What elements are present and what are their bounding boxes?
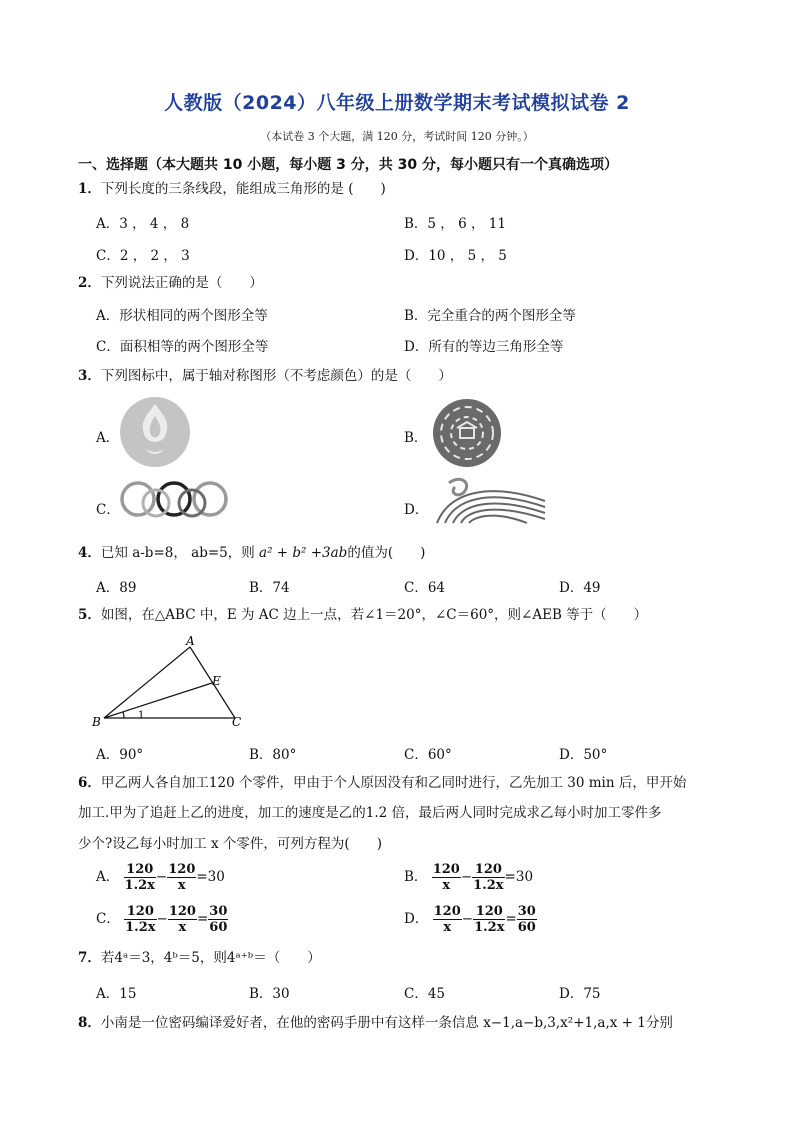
question-text: 已知 a-b=8， ab=5，则 — [100, 545, 260, 561]
denominator: x — [178, 920, 187, 935]
option-c: C．64 — [404, 580, 446, 596]
question-number: 8． — [78, 1015, 101, 1031]
question-text: 下列图标中，属于轴对称图形（不考虑颜色）的是（ ） — [100, 368, 452, 384]
fraction — [208, 904, 228, 935]
fraction — [168, 904, 197, 935]
option-c: C．2 ， 2 ， 3 — [96, 248, 190, 264]
option-b: B． — [404, 430, 428, 446]
numerator: 120 — [124, 862, 156, 878]
minus-sign: − — [156, 911, 168, 927]
option-b: B．74 — [249, 580, 290, 596]
math-expression: a² + b² +3ab — [259, 545, 348, 561]
wave-arch-emblem-icon — [427, 475, 547, 525]
question-number: 4． — [78, 545, 101, 561]
fraction — [167, 862, 196, 893]
option-d — [404, 904, 537, 935]
option-c — [96, 904, 228, 935]
question-5 — [78, 602, 647, 628]
question-6 — [78, 770, 686, 796]
option-d: D．49 — [559, 580, 601, 596]
option-d: D．所有的等边三角形全等 — [404, 339, 564, 355]
question-number: 1． — [78, 181, 101, 197]
option-a: A．15 — [96, 986, 137, 1002]
question-number: 7． — [78, 950, 101, 966]
fraction — [472, 862, 504, 893]
vertex-label-a: A — [186, 634, 195, 648]
option-c: C．面积相等的两个图形全等 — [96, 339, 269, 355]
denominator: 1.2x — [125, 920, 156, 935]
option-d: D．10 ， 5 ， 5 — [404, 248, 507, 264]
denominator: 60 — [517, 920, 536, 935]
fraction — [473, 904, 505, 935]
option-letter: A． — [96, 869, 120, 885]
numerator: 120 — [168, 904, 196, 919]
vertex-label-b: B — [92, 715, 101, 729]
five-rings-icon — [118, 479, 230, 519]
question-text-line1: 甲乙两人各自加工120 个零件，甲由于个人原因没有和乙同时进行，乙先加工 30 min 后，甲开始 — [100, 775, 687, 791]
question-7 — [78, 945, 321, 971]
point-label-e: E — [212, 674, 221, 688]
section-heading: 一、选择题（本大题共 10 小题，每小题 3 分，共 30 分，每小题只有一个真确选项） — [78, 157, 618, 173]
question-6-line3: 少个?设乙每小时加工 x 个零件，可列方程为( ) — [78, 836, 382, 852]
option-a: A．90° — [96, 747, 144, 763]
option-letter: D． — [404, 911, 429, 927]
page-title: 人教版（2024）八年级上册数学期末考试模拟试卷 2 — [164, 92, 630, 114]
triangle-figure — [90, 632, 250, 732]
option-letter: B． — [404, 869, 428, 885]
numerator: 120 — [124, 904, 156, 920]
option-d: D．50° — [559, 747, 608, 763]
numerator: 120 — [472, 862, 504, 878]
numerator: 30 — [517, 904, 536, 919]
denominator: x — [443, 920, 452, 935]
option-b: B．80° — [249, 747, 297, 763]
fraction — [124, 862, 156, 893]
denominator: x — [442, 878, 451, 893]
numerator: 30 — [209, 904, 228, 919]
denominator: x — [177, 878, 186, 893]
option-a: A．3 ， 4 ， 8 — [96, 216, 190, 232]
fraction — [432, 862, 461, 893]
option-d: D． — [404, 502, 429, 518]
denominator: 60 — [209, 920, 228, 935]
question-number: 5． — [78, 607, 101, 623]
round-seal-emblem-icon — [427, 398, 507, 468]
exam-subtitle: （本试卷 3 个大题，满 120 分，考试时间 120 分钟。） — [260, 130, 534, 143]
numerator: 120 — [168, 862, 196, 877]
question-text-end: 的值为( ) — [347, 545, 426, 561]
equals-value: =30 — [504, 869, 534, 885]
equals-sign: = — [505, 911, 517, 927]
question-3 — [78, 363, 452, 389]
question-8 — [78, 1010, 673, 1036]
minus-sign: − — [461, 911, 474, 927]
option-a: A．89 — [96, 580, 137, 596]
numerator: 120 — [432, 862, 460, 877]
option-b: B．完全重合的两个图形全等 — [404, 308, 576, 324]
minus-sign: − — [155, 869, 168, 885]
question-number: 3． — [78, 368, 101, 384]
angle-label-1: 1 — [138, 710, 145, 721]
question-text: 下列长度的三条线段，能组成三角形的是 ( ) — [100, 181, 386, 197]
question-1 — [78, 176, 386, 202]
equals-value: =30 — [196, 869, 225, 885]
option-a — [96, 862, 225, 893]
denominator: 1.2x — [474, 920, 505, 935]
option-c: C．45 — [404, 986, 446, 1002]
denominator: 1.2x — [473, 878, 504, 893]
option-c: C． — [96, 502, 120, 518]
numerator: 120 — [433, 904, 461, 919]
question-4 — [78, 540, 425, 566]
question-text: 如图，在△ABC 中，E 为 AC 边上一点，若∠1＝20°，∠C＝60°，则∠AEB 等于（ ） — [100, 607, 648, 623]
option-c: C．60° — [404, 747, 452, 763]
question-number: 6． — [78, 775, 101, 791]
option-letter: C． — [96, 911, 120, 927]
option-d: D．75 — [559, 986, 601, 1002]
numerator: 120 — [473, 904, 505, 920]
denominator: 1.2x — [124, 878, 155, 893]
option-a: A． — [96, 430, 120, 446]
question-text: 下列说法正确的是（ ） — [100, 275, 263, 291]
option-b — [404, 862, 533, 893]
fraction — [124, 904, 156, 935]
question-text: 若4ᵃ＝3，4ᵇ＝5，则4ᵃ⁺ᵇ＝（ ） — [100, 950, 321, 966]
option-b: B．5 ， 6 ， 11 — [404, 216, 506, 232]
question-number: 2． — [78, 275, 101, 291]
fraction — [433, 904, 462, 935]
question-text: 小南是一位密码编译爱好者，在他的密码手册中有这样一条信息 x−1,a−b,3,x²+1,a,x + 1分别 — [100, 1015, 673, 1031]
equals-sign: = — [196, 911, 209, 927]
question-2 — [78, 270, 263, 296]
flame-emblem-icon — [118, 396, 192, 468]
vertex-label-c: C — [232, 715, 242, 729]
fraction — [517, 904, 537, 935]
minus-sign: − — [460, 869, 473, 885]
option-a: A．形状相同的两个图形全等 — [96, 308, 268, 324]
question-6-line2: 加工.甲为了追赶上乙的进度，加工的速度是乙的1.2 倍，最后两人同时完成求乙每小时加工零件多 — [78, 805, 662, 821]
option-b: B．30 — [249, 986, 290, 1002]
